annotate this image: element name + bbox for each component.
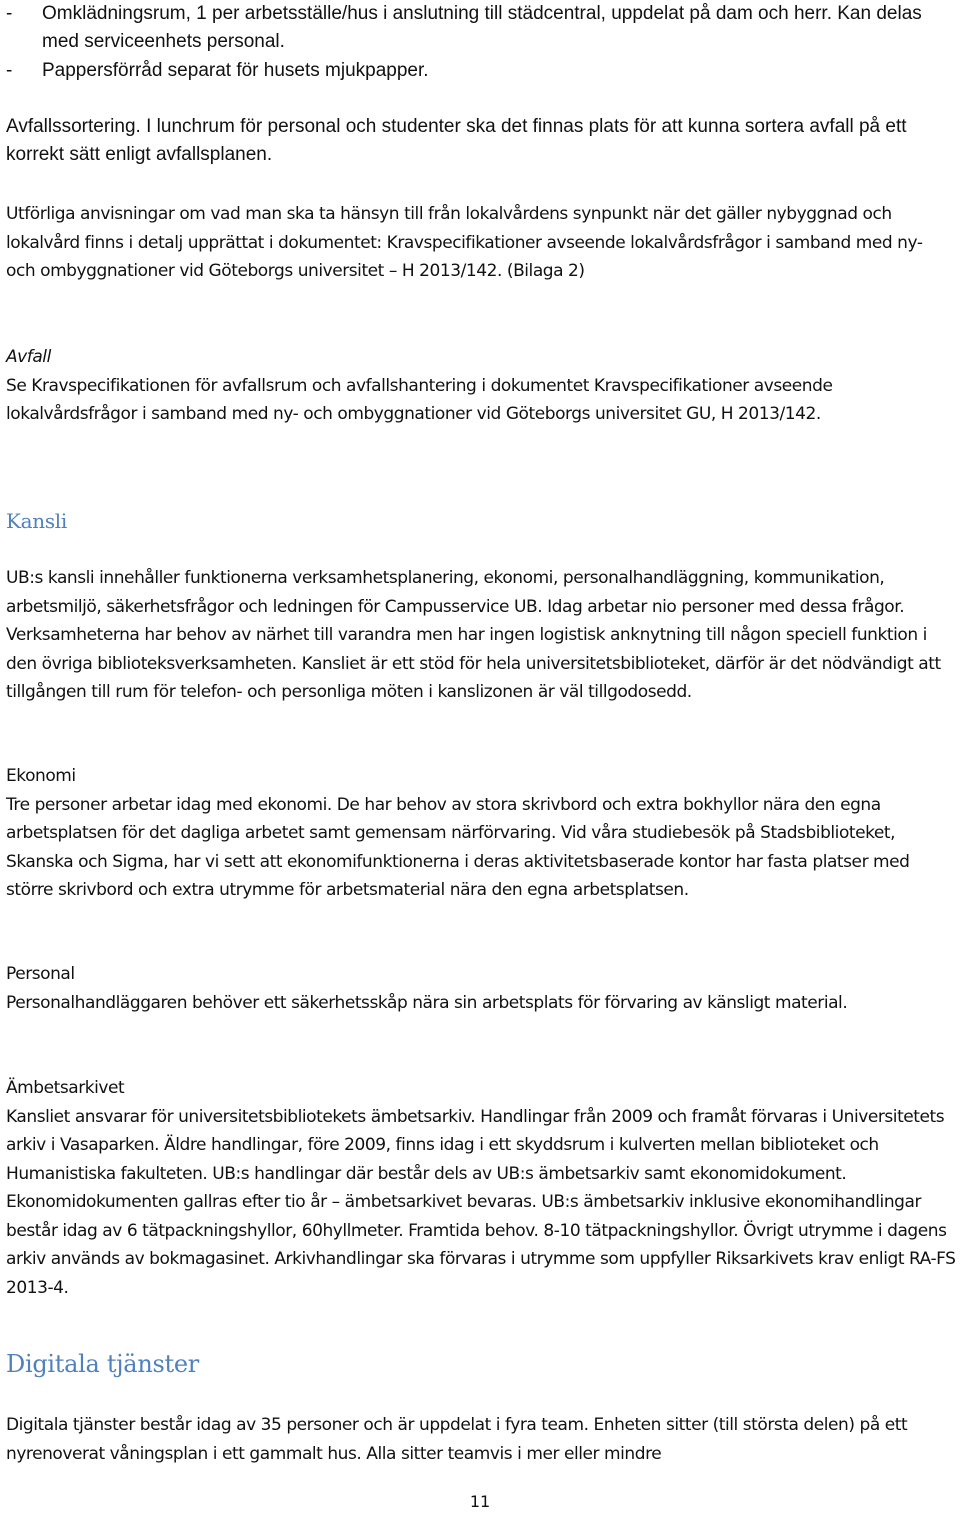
bullet-item: [6, 57, 956, 85]
digitala-heading: Digitala tjänster: [6, 1350, 199, 1378]
bullet-text: Omklädningsrum, 1 per arbetsställe/hus i anslutning till städcentral, uppdelat på dam och herr. Kan delas med serviceenhets personal.: [42, 3, 922, 52]
avfall-heading: Avfall: [6, 347, 51, 367]
ekonomi-heading: Ekonomi: [6, 766, 76, 786]
avfallssortering-paragraph: Avfallssortering. I lunchrum för personal och studenter ska det finnas plats för att kunna sortera avfall på ett korrekt sätt enligt avfallsplanen.: [6, 116, 907, 165]
personal-heading: Personal: [6, 964, 75, 984]
personal-section: [6, 960, 956, 1017]
ambetsarkivet-text: Kansliet ansvarar för universitetsbibliotekets ämbetsarkiv. Handlingar från 2009 och framåt förvaras i Universitetets arkiv i Vasaparken. Äldre handlingar, före 2009, finns idag i ett skyddsrum i kulverten mellan biblioteket och Humanistiska fakulteten. UB:s handlingar där består dels av UB:s ämbetsarkiv samt ekonomidokument. Ekonomidokumenten gallras efter tio år – ämbetsarkivet bevaras. UB:s ämbetsarkiv inklusive ekonomihandlingar består idag av 6 tätpackningshyllor, 60hyllmeter. Framtida behov. 8-10 tätpackningshyllor. Övrigt utrymme i dagens arkiv används av bokmagasinet. Arkivhandlingar ska förvaras i utrymme som uppfyller Riksarkivets krav enligt RA-FS 2013-4.: [6, 1106, 956, 1298]
kansli-heading: Kansli: [6, 509, 68, 533]
avfall-section: [6, 343, 956, 429]
ekonomi-text: Tre personer arbetar idag med ekonomi. De har behov av stora skrivbord och extra bokhyllor nära den egna arbetsplatsen för det dagliga arbetet samt gemensam närförvaring. Vid våra studiebesök på Stadsbiblioteket, Skanska och Sigma, har vi sett att ekonomifunktionerna i deras aktivitetsbaserade kontor har fasta platser med större skrivbord och extra utrymme för arbetsmaterial nära den egna arbetsplatsen.: [6, 794, 910, 900]
bullet-dash: -: [6, 60, 13, 81]
avfall-text: Se Kravspecifikationen för avfallsrum och avfallshantering i dokumentet Kravspecifikationer avseende lokalvårdsfrågor i samband med ny- och ombyggnationer vid Göteborgs universitet GU, H 2013/142.: [6, 375, 833, 424]
bullet-item: [6, 0, 956, 56]
ambetsarkivet-section: [6, 1074, 956, 1302]
ekonomi-section: [6, 762, 956, 905]
personal-text: Personalhandläggaren behöver ett säkerhetsskåp nära sin arbetsplats för förvaring av känsligt material.: [6, 992, 848, 1013]
kansli-paragraph: UB:s kansli innehåller funktionerna verksamhetsplanering, ekonomi, personalhandläggning, kommunikation, arbetsmiljö, säkerhetsfrågor och ledningen för Campusservice UB. Idag arbetar nio personer med dessa frågor. Verksamheterna har behov av närhet till varandra men har ingen logistisk anknytning till någon speciell funktion i den övriga biblioteksverksamheten. Kansliet är ett stöd för hela universitetsbiblioteket, därför är det nödvändigt att tillgången till rum för telefon- och personliga möten i kanslizonen är väl tillgodosedd.: [6, 568, 941, 702]
bullet-dash: -: [6, 3, 13, 24]
bullet-text: Pappersförråd separat för husets mjukpapper.: [42, 60, 429, 81]
utforliga-paragraph: Utförliga anvisningar om vad man ska ta hänsyn till från lokalvårdens synpunkt när det gäller nybyggnad och lokalvård finns i detalj upprättat i dokumentet: Kravspecifikationer avseende lokalvårdsfrågor i samband med ny- och ombyggnationer vid Göteborgs universitet – H 2013/142. (Bilaga 2): [6, 204, 923, 281]
ambetsarkivet-heading: Ämbetsarkivet: [6, 1078, 125, 1098]
digitala-paragraph: Digitala tjänster består idag av 35 personer och är uppdelat i fyra team. Enheten sitter (till största delen) på ett nyrenoverat våningsplan i ett gammalt hus. Alla sitter teamvis i mer eller mindre: [6, 1415, 908, 1464]
page-number: 11: [469, 1492, 491, 1511]
